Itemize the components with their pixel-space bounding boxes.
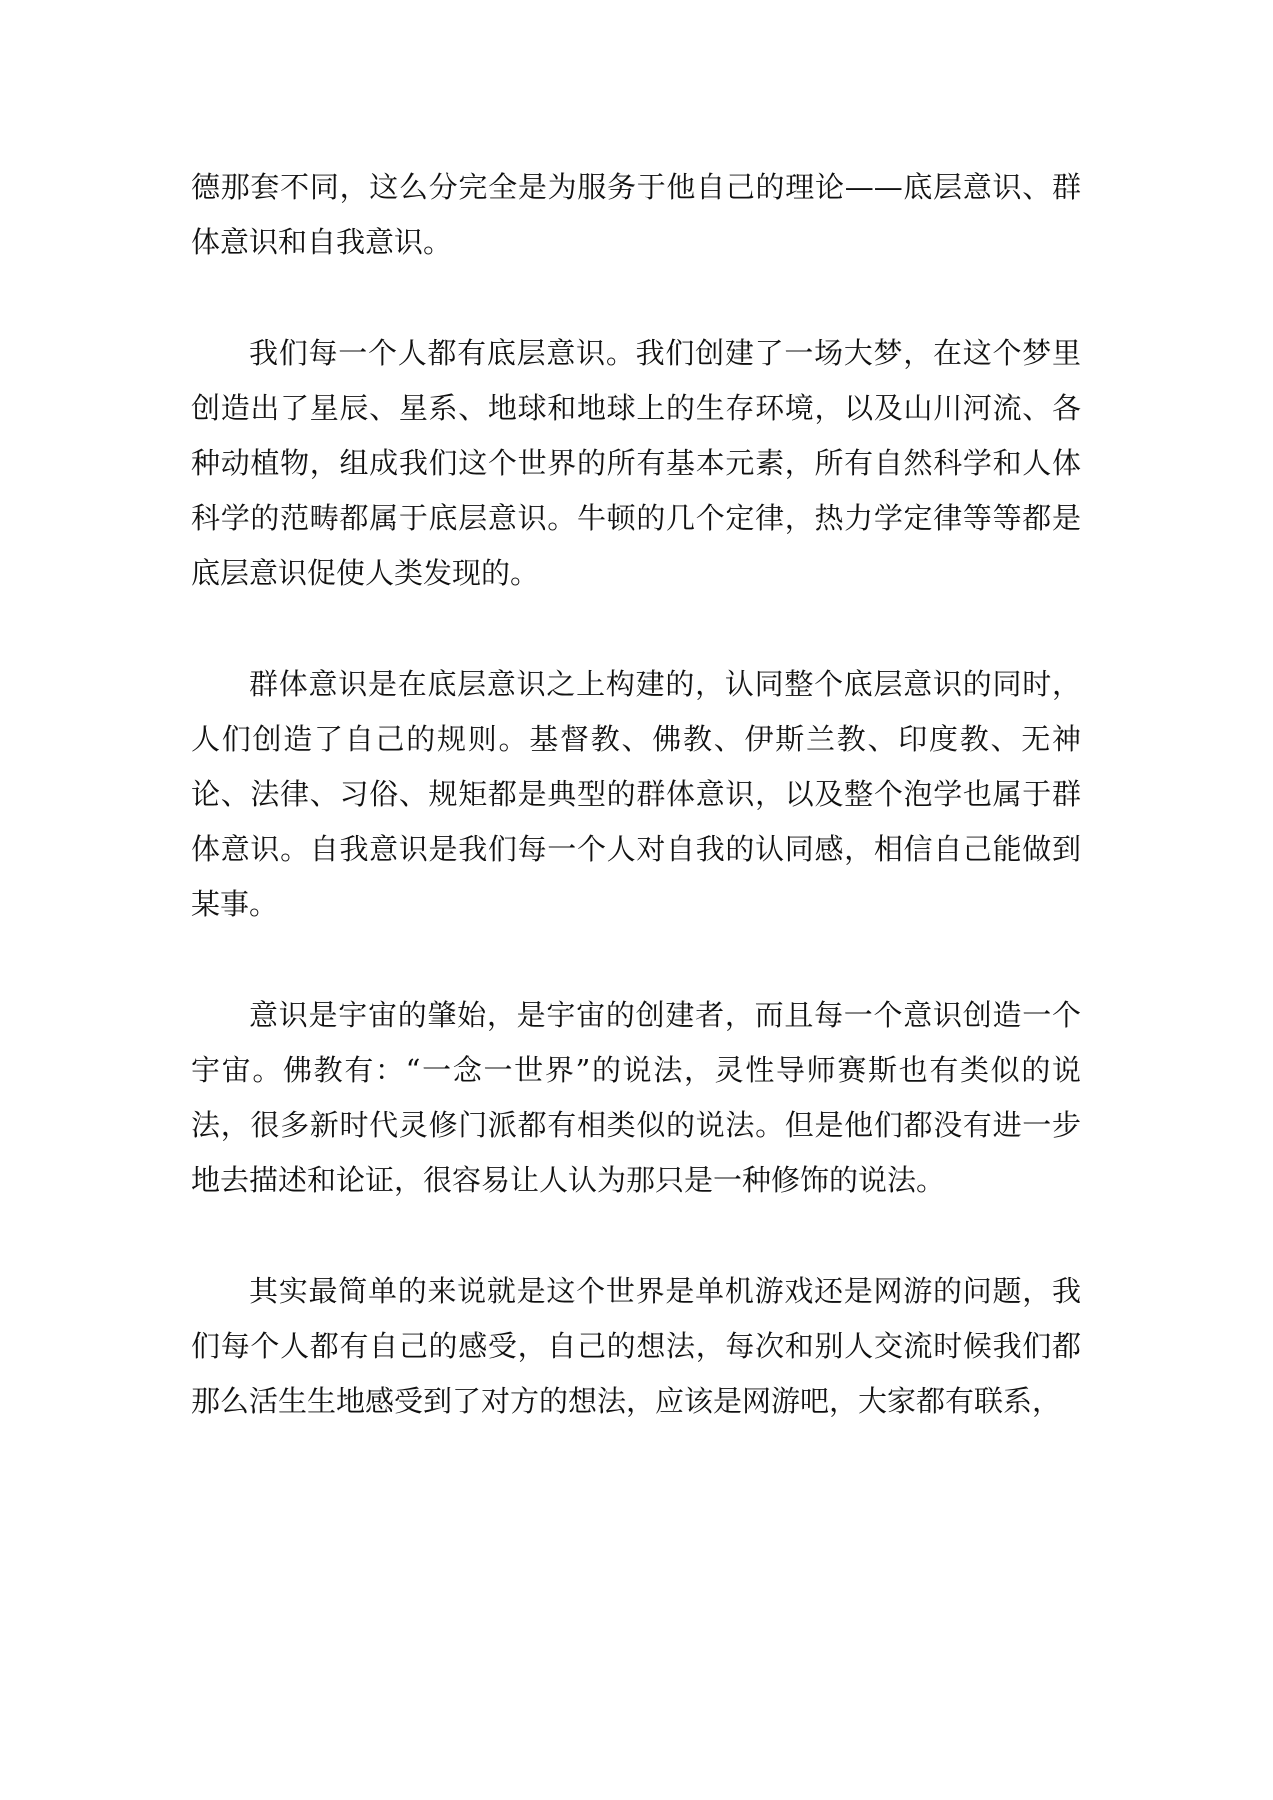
paragraph-group-consciousness: 群体意识是在底层意识之上构建的，认同整个底层意识的同时，人们创造了自己的规则。基督教、佛教、伊斯兰教、印度教、无神论、法律、习俗、规矩都是典型的群体意识，以及整个泡学也属于群体意识。自我意识是我们每一个人对自我的认同感，相信自己能做到某事。 — [191, 667, 1081, 921]
document-body — [191, 160, 1081, 1485]
paragraph-game-analogy: 其实最简单的来说就是这个世界是单机游戏还是网游的问题，我们每个人都有自己的感受，自己的想法，每次和别人交流时候我们都那么活生生地感受到了对方的想法，应该是网游吧，大家都有联系， — [191, 1274, 1081, 1418]
paragraph-consciousness-origin: 意识是宇宙的肇始，是宇宙的创建者，而且每一个意识创造一个宇宙。佛教有：“一念一世界”的说法，灵性导师赛斯也有类似的说法，很多新时代灵修门派都有相类似的说法。但是他们都没有进一步地去描述和论证，很容易让人认为那只是一种修饰的说法。 — [191, 998, 1081, 1197]
paragraph-base-consciousness: 我们每一个人都有底层意识。我们创建了一场大梦，在这个梦里创造出了星辰、星系、地球和地球上的生存环境，以及山川河流、各种动植物，组成我们这个世界的所有基本元素，所有自然科学和人体科学的范畴都属于底层意识。牛顿的几个定律，热力学定律等等都是底层意识促使人类发现的。 — [191, 336, 1081, 590]
paragraph-continuation: 德那套不同，这么分完全是为服务于他自己的理论——底层意识、群体意识和自我意识。 — [191, 170, 1081, 259]
